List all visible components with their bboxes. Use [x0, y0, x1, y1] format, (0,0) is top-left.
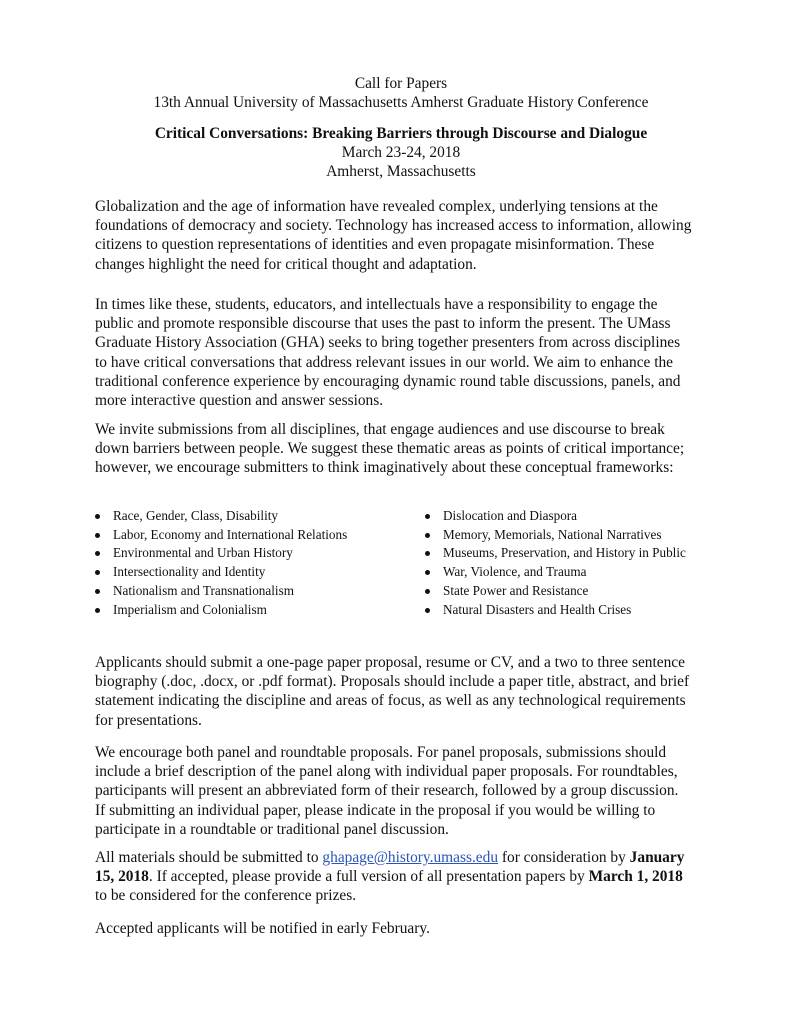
list-item: Memory, Memorials, National Narratives [425, 526, 686, 545]
bullet-icon [95, 608, 100, 613]
submission-deadline-cont: 15, 2018 [95, 868, 149, 886]
bullet-icon [95, 589, 100, 594]
panels-paragraph: We encourage both panel and roundtable proposals. For panel proposals, submissions should include a brief description of the panel along with individual paper proposals. For roundtables, participants will present an abbreviated form of their research, followed by a group discussion. If submitting an individual paper, please indicate in the proposal if you would be willing to participate in a roundtable or traditional panel discussion. [95, 744, 679, 838]
list-item: War, Violence, and Trauma [425, 563, 686, 582]
bullet-icon [95, 514, 100, 519]
bullet-icon [95, 551, 100, 556]
bullet-icon [425, 533, 430, 538]
list-item: State Power and Resistance [425, 582, 686, 601]
bullet-icon [425, 514, 430, 519]
list-item: Environmental and Urban History [95, 544, 347, 563]
intro-paragraph: Globalization and the age of information have revealed complex, underlying tensions at the foundations of democracy and society. Technology has increased access to information, allowing citizens to question representations of identities and even propagate misinformation. These changes highlight the need for critical thought and adaptation. [95, 198, 692, 273]
list-item: Natural Disasters and Health Crises [425, 601, 686, 620]
bullet-icon [425, 589, 430, 594]
bullet-icon [425, 551, 430, 556]
bullet-icon [425, 570, 430, 575]
list-item: Museums, Preservation, and History in Public [425, 544, 686, 563]
list-item: Dislocation and Diaspora [425, 507, 686, 526]
call-for-papers-title: Call for Papers [354, 75, 448, 92]
conference-theme: Critical Conversations: Breaking Barriers through Discourse and Dialogue [154, 125, 648, 142]
invite-paragraph: We invite submissions from all disciplines, that engage audiences and use discourse to break down barriers between people. We suggest these thematic areas as points of critical importance; however, we encourage submitters to think imaginatively about these conceptual frameworks: [95, 421, 685, 477]
requirements-paragraph: Applicants should submit a one-page paper proposal, resume or CV, and a two to three sentence biography (.doc, .docx, or .pdf format). Proposals should include a paper title, abstract, and brief statement indicating the discipline and areas of focus, as well as any technological requirements for presentations. [95, 654, 690, 729]
list-item: Imperialism and Colonialism [95, 601, 347, 620]
conference-dates: March 23-24, 2018 [341, 144, 461, 161]
purpose-paragraph: In times like these, students, educators, and intellectuals have a responsibility to engage the public and promote responsible discourse that uses the past to inform the present. The UMass Graduate History Association (GHA) seeks to bring together presenters from across disciplines to have critical conversations that address relevant issues in our world. We aim to enhance the traditional conference experience by encouraging dynamic round table discussions, panels, and more interactive question and answer sessions. [95, 296, 681, 410]
bullet-icon [95, 570, 100, 575]
submission-email-link[interactable]: ghapage@history.umass.edu [322, 849, 499, 866]
list-item: Nationalism and Transnationalism [95, 582, 347, 601]
list-item: Race, Gender, Class, Disability [95, 507, 347, 526]
final-paper-deadline: March 1, 2018 [588, 868, 683, 886]
list-item: Labor, Economy and International Relations [95, 526, 347, 545]
conference-name: 13th Annual University of Massachusetts Amherst Graduate History Conference [153, 94, 649, 111]
bullet-icon [95, 533, 100, 538]
list-item: Intersectionality and Identity [95, 563, 347, 582]
thematic-areas-right-column [425, 507, 686, 619]
conference-location: Amherst, Massachusetts [326, 163, 476, 180]
submission-paragraph: All materials should be submitted to ghapage@history.umass.edu for consideration by January 15, 2018. If accepted, please provide a full version of all presentation papers by March 1, 2018 to be considered for the conference prizes. [95, 849, 685, 905]
notification-paragraph: Accepted applicants will be notified in early February. [95, 920, 430, 937]
submission-deadline: January [629, 849, 685, 866]
thematic-areas-left-column [95, 507, 347, 619]
bullet-icon [425, 608, 430, 613]
